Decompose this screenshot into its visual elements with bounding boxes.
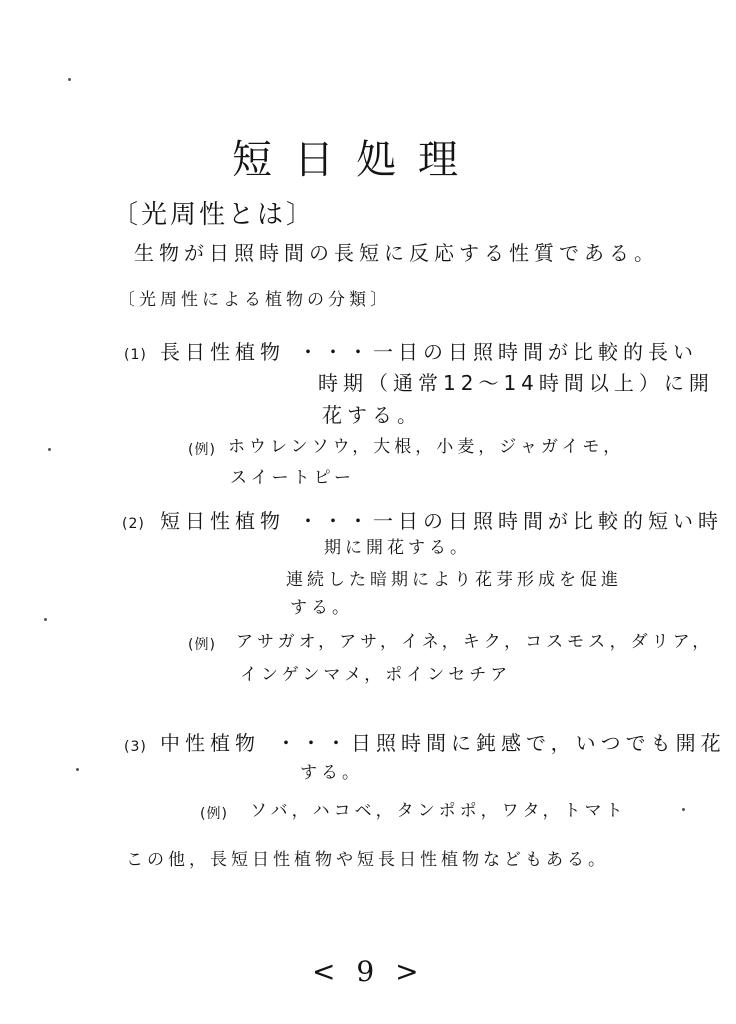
scan-speck — [68, 78, 71, 81]
example-line: ホウレンソウ，大根，小麦，ジャガイモ， — [228, 437, 625, 457]
example-line: インゲンマメ，ポインセチア — [240, 665, 512, 685]
page-number: < 9 > — [312, 955, 425, 988]
item-number: (2) — [122, 516, 145, 532]
item-number: (3) — [124, 739, 147, 755]
item-name: 長日性植物 — [160, 340, 285, 364]
scan-speck — [682, 808, 685, 811]
item-name: 短日性植物 — [160, 509, 285, 533]
scan-speck — [44, 618, 47, 621]
page-title: 短日処理 — [232, 137, 480, 183]
item-description-line: 連続した暗期により花芽形成を促進 — [286, 570, 622, 590]
item-description-line: する。 — [300, 763, 363, 783]
example-line: アサガオ，アサ，イネ，キク，コスモス，ダリア， — [236, 632, 714, 652]
item-description-line: 期に開花する。 — [324, 538, 471, 558]
item-description-line: 花する。 — [322, 403, 422, 427]
item-description-line: ・・・一日の日照時間が比較的短い時 — [298, 509, 723, 533]
item-description-line: ・・・日照時間に鈍感で，いつでも開花 — [276, 731, 726, 755]
item-name: 中性植物 — [160, 731, 260, 755]
example-label: (例) — [188, 442, 216, 458]
example-label: (例) — [200, 806, 228, 822]
classification-heading: 〔光周性による植物の分類〕 — [118, 290, 391, 310]
item-description-line: ・・・一日の日照時間が比較的長い — [298, 340, 698, 364]
example-label: (例) — [188, 637, 216, 653]
item-description-line: する。 — [290, 598, 353, 618]
item-number: (1) — [124, 347, 147, 363]
scan-speck — [48, 448, 51, 451]
example-line: スイートピー — [230, 468, 355, 488]
example-line: ソバ，ハコベ，タンポポ，ワタ，トマト — [250, 801, 627, 821]
closing-text: この他，長短日性植物や短長日性植物などもある。 — [126, 850, 609, 870]
scan-speck — [76, 768, 79, 771]
item-description-line: 時期（通常12～14時間以上）に開 — [318, 371, 714, 395]
section-heading: 〔光周性とは〕 — [112, 200, 316, 230]
definition-text: 生物が日照時間の長短に反応する性質である。 — [134, 241, 659, 265]
